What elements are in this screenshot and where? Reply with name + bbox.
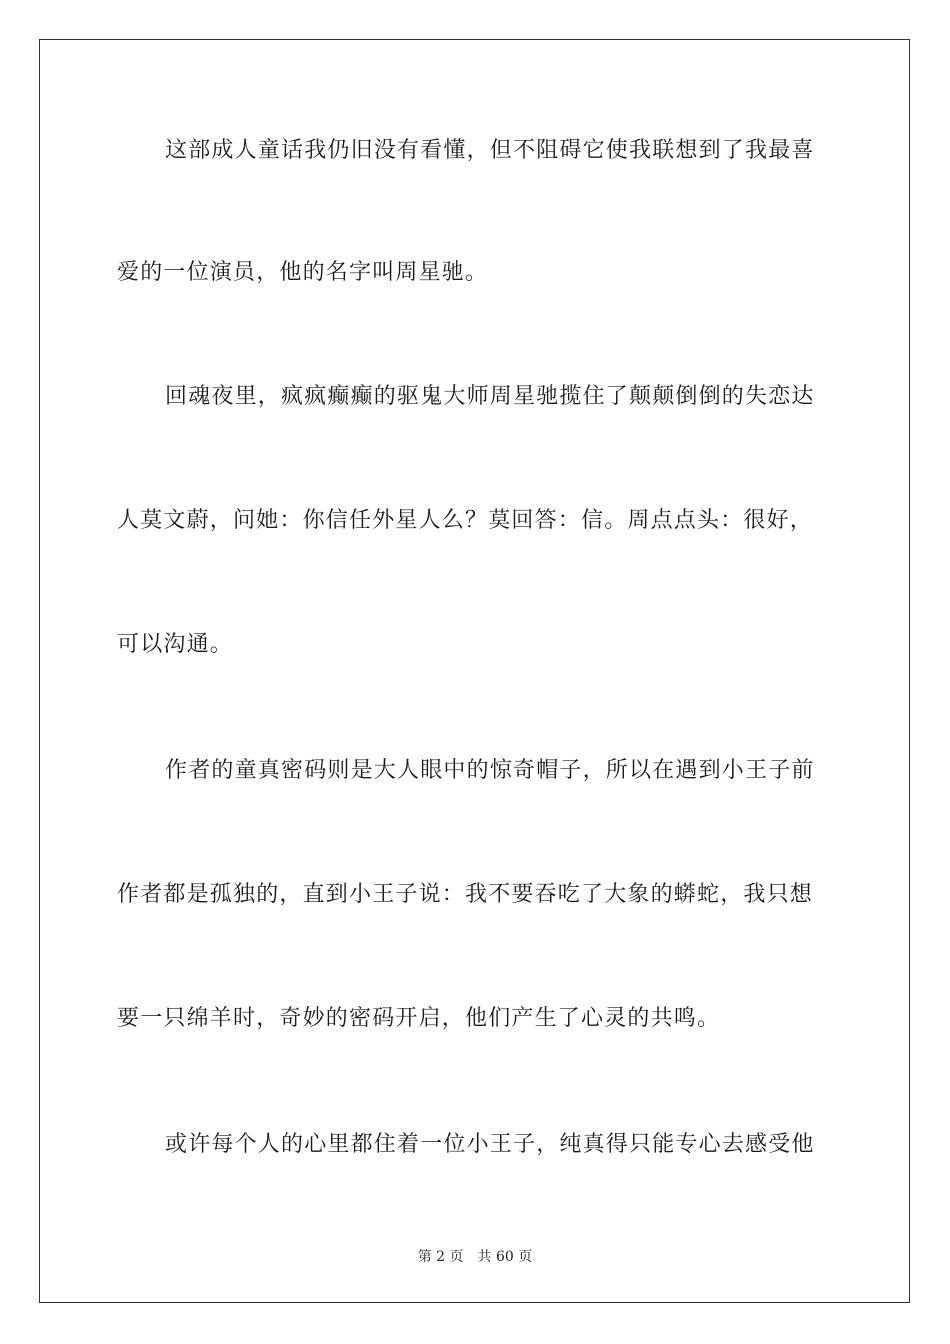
paragraph-line: 作者都是孤独的，直到小王子说：我不要吞吃了大象的蟒蛇，我只想 <box>117 882 814 907</box>
paragraph-line: 爱的一位演员，他的名字叫周星驰。 <box>117 260 489 285</box>
page-number: 第 2 页 <box>417 1249 464 1265</box>
paragraph-line: 要一只绵羊时，奇妙的密码开启，他们产生了心灵的共鸣。 <box>117 1006 721 1031</box>
paragraph-line: 人莫文蔚，问她：你信任外星人么？莫回答：信。周点点头：很好， <box>117 508 814 533</box>
page-total: 共 60 页 <box>477 1249 533 1265</box>
page-border <box>39 39 910 1303</box>
paragraph-line: 回魂夜里，疯疯癫癫的驱鬼大师周星驰揽住了颠颠倒倒的失恋达 <box>165 384 815 409</box>
paragraph-line: 或许每个人的心里都住着一位小王子，纯真得只能专心去感受他 <box>165 1132 815 1157</box>
page-footer <box>0 1248 950 1266</box>
paragraph-line: 可以沟通。 <box>117 632 234 657</box>
paragraph-line: 作者的童真密码则是大人眼中的惊奇帽子，所以在遇到小王子前 <box>165 758 815 783</box>
paragraph-line: 这部成人童话我仍旧没有看懂，但不阻碍它使我联想到了我最喜 <box>165 138 815 163</box>
